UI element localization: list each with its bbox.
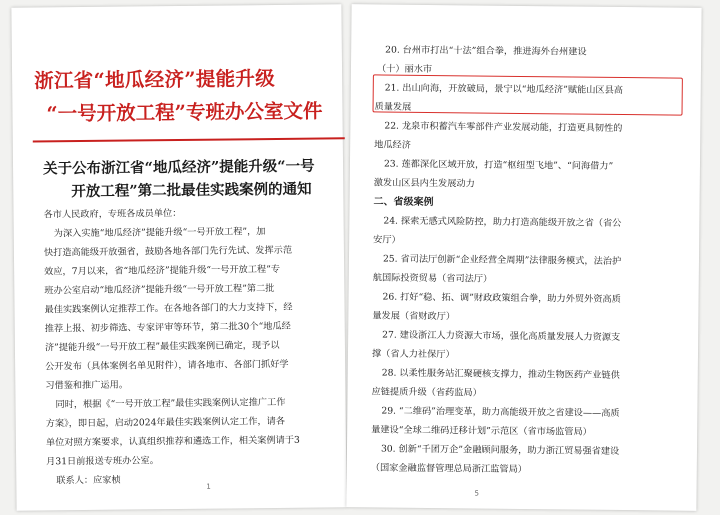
case-list	[371, 40, 698, 480]
contact-line: 联系人：应家桢	[56, 474, 121, 487]
salutation: 各市人民政府，专班各成员单位：	[43, 207, 182, 221]
case-item-line: 27. 建设浙江人力资源大市场，强化高质量发展人力资源支	[382, 329, 621, 344]
case-item-line: 24. 探索无感式风险防控，助力打造高能级开放之省（省公	[383, 215, 622, 230]
paragraph-line: 推荐上报、初步筛选、专家评审等环节，第二批30个“地瓜经	[44, 320, 291, 335]
notice-body	[43, 202, 346, 490]
document-header	[34, 62, 335, 126]
section-heading: 二、省级案例	[373, 196, 434, 209]
paragraph-line: 为深入实施“地瓜经济”提能升级“一号开放工程”，加	[53, 226, 266, 240]
document-page-right	[346, 4, 701, 511]
paragraph-line: 习借鉴和推广运用。	[45, 379, 129, 392]
page-number: 5	[474, 489, 480, 498]
case-item-continuation: 航国际投资贸易（省司法厅）	[372, 272, 493, 285]
case-item-line: 23. 莲都深化区域开放，打造“枢纽型飞地”、“问海借力”	[383, 158, 614, 172]
paragraph-line: 单位对照方案要求，认真组织推荐和遴选工作，相关案例请于3	[45, 434, 300, 449]
paragraph-line: 班办公室启动“地瓜经济”提能升级“一号开放工程”第二批	[44, 283, 275, 297]
page-number: 1	[206, 482, 211, 491]
case-item-line: 20. 台州市打出“十法”组合拳，推进海外台州建设	[385, 44, 587, 58]
case-item-continuation: 质量发展	[374, 101, 412, 113]
paragraph-line: 公开发布（具体案例名单见附件），请各地市、各部门抓好学	[45, 358, 289, 373]
case-item-line: 29. “二维码”治理变革，助力高能级开放之省建设——高质	[381, 405, 620, 420]
case-item-line: 26. 打好“稳、拓、调”财政政策组合拳，助力外贸外资高质	[382, 291, 621, 306]
title-line-2: 开放工程”第二批最佳实践案例的通知	[71, 180, 312, 201]
case-item-line: 25. 省司法厅创新“企业经营全周期”法律服务模式，法治护	[382, 253, 622, 268]
document-page-left	[11, 4, 346, 510]
paragraph-line: 同时，根据《“一号开放工程”最佳实践案例认定推广工作	[55, 396, 286, 411]
case-item-continuation: 量发展（省财政厅）	[372, 310, 456, 323]
case-item-continuation: 量建设“全球二维码迁移计划”示范区（省市场监管局）	[371, 424, 592, 438]
paragraph-line: 最佳实践案例认定推荐工作。在各地各部门的大力支持下，经	[44, 301, 293, 316]
paragraph-line: 方案》，即日起，启动2024年最佳实践案例认定工作，请各	[45, 415, 286, 430]
case-item-continuation: 撑（省人力社保厅）	[371, 348, 455, 361]
case-item-continuation: （国家金融监督管理总局浙江监管局）	[370, 462, 528, 476]
title-line-1: 关于公布浙江省“地瓜经济”提能升级“一号	[42, 157, 315, 178]
notice-title	[43, 154, 333, 203]
case-item-line: （十）丽水市	[376, 63, 433, 76]
header-line-1: 浙江省“地瓜经济”提能升级	[34, 66, 276, 93]
case-item-continuation: 安厅）	[373, 234, 401, 246]
case-item-line: 30. 创新“千团万企”金融顾问服务，助力浙江贸易强省建设	[380, 443, 620, 458]
case-item-line: 21. 出山向海，开放破局，景宁以“地瓜经济”赋能山区县高	[384, 82, 624, 97]
header-red-rule	[33, 137, 345, 142]
case-item-line: 28. 以柔性服务站汇聚硬核支撑力，推动生物医药产业链供	[381, 367, 620, 382]
case-item-continuation: 应链提质升级（省药监局）	[371, 386, 482, 399]
header-line-2: “一号开放工程”专班办公室文件	[46, 99, 323, 126]
paragraph-line: 快打造高能级开放强省，鼓励各地各部门先行先试、发挥示范	[43, 244, 293, 259]
paragraph-line: 济”提能升级“一号开放工程”最佳实践案例已确定，现予以	[44, 339, 280, 354]
paragraph-line: 月31日前报送专班办公室。	[46, 455, 159, 468]
paragraph-line: 效应，7月以来，省“地瓜经济”提能升级“一号开放工程”专	[44, 263, 281, 278]
case-item-continuation: 激发山区县内生发展动力	[373, 177, 475, 190]
case-item-line: 22. 龙泉市积蓄汽车零部件产业发展动能，打造更具韧性的	[384, 120, 623, 135]
case-item-continuation: 地瓜经济	[374, 139, 411, 151]
